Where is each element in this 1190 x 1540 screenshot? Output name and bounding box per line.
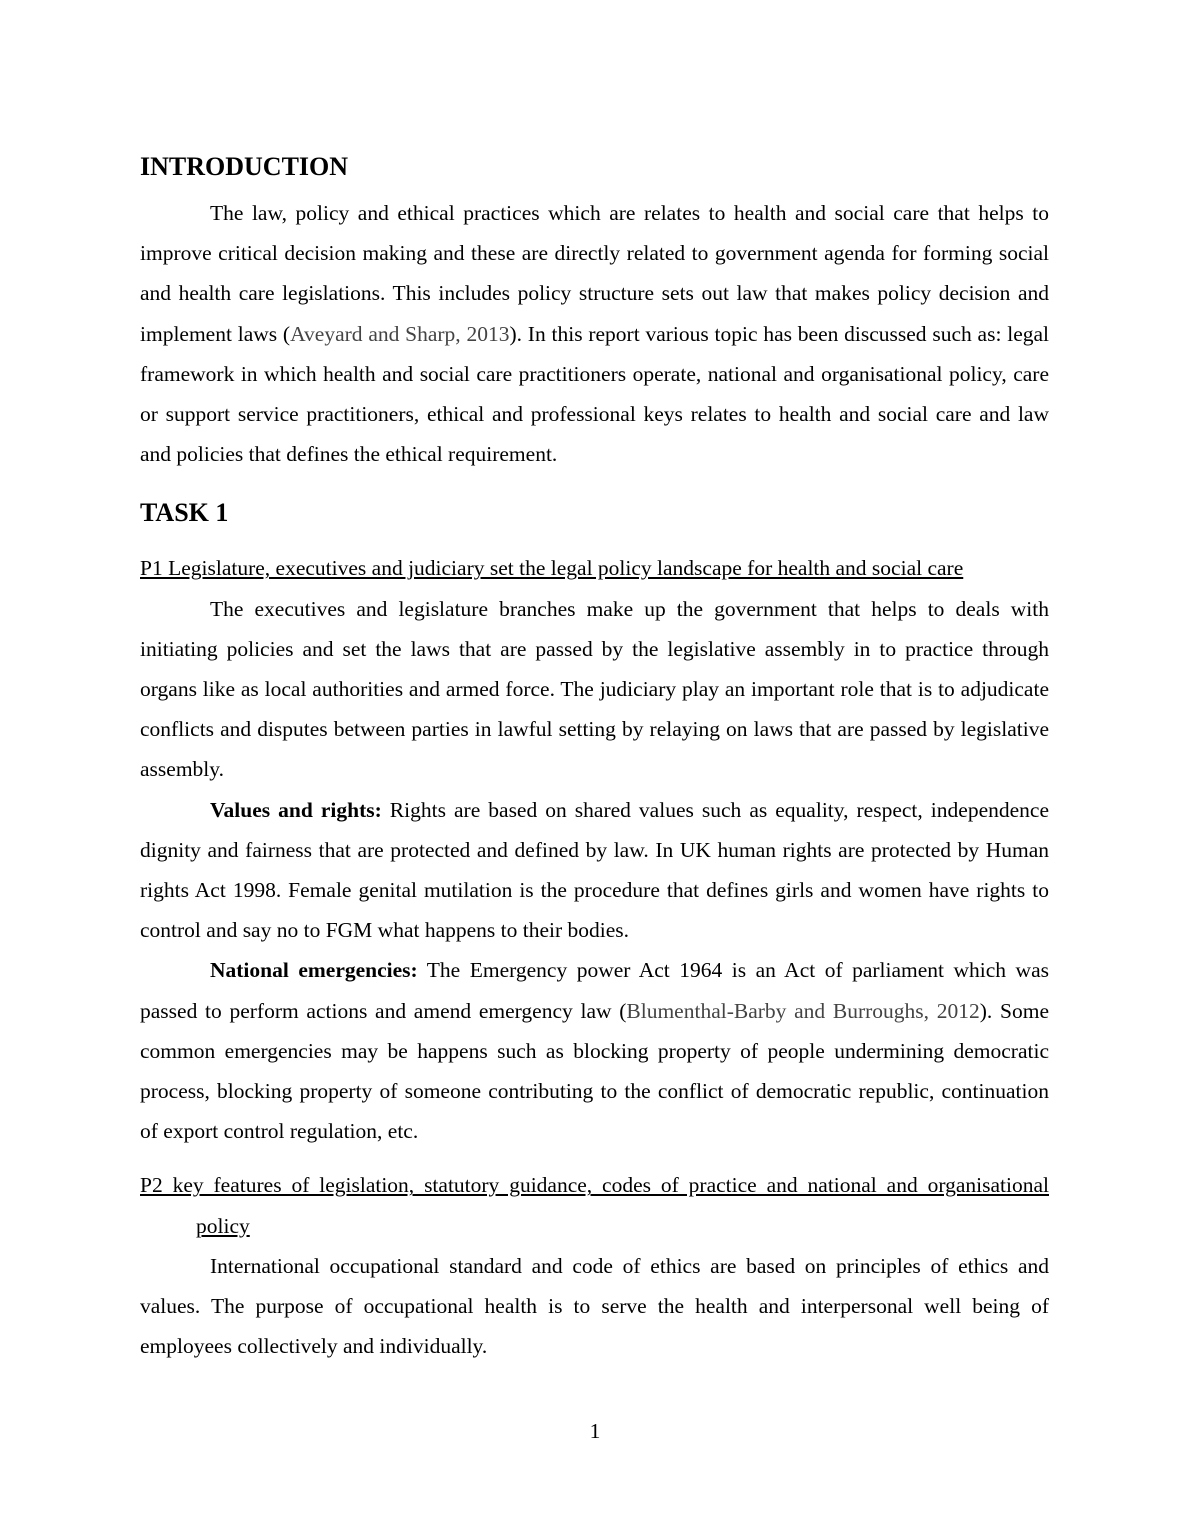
- p1-paragraph: The executives and legislature branches make up the government that helps to deals with initiating policies and set the laws that are passed by the legislative assembly in to practice through organs like as local authorities and armed force. The judiciary play an important role that is to adjudicate conflicts and disputes between parties in lawful setting by relaying on laws that are passed by legislative assembly.: [140, 596, 1049, 782]
- emergencies-text-b: ). Some common emergencies may be happens such as blocking property of people undermining democratic process, blocking property of someone contributing to the conflict of democratic republic, continuation of export control regulation, etc.: [140, 998, 1049, 1144]
- introduction-heading: INTRODUCTION: [140, 152, 349, 181]
- introduction-paragraph: [140, 193, 1049, 474]
- p2-paragraph: International occupational standard and code of ethics are based on principles of ethics and values. The purpose of occupational health is to serve the health and interpersonal well being of employees collectively and individually.: [140, 1253, 1049, 1359]
- values-rights-text: Rights are based on shared values such as equality, respect, independence dignity and fairness that are protected and defined by law. In UK human rights are protected by Human rights Act 1998. Female genital mutilation is the procedure that defines girls and women have rights to control and say no to FGM what happens to their bodies.: [140, 797, 1049, 943]
- intro-citation: Aveyard and Sharp, 2013: [290, 321, 510, 346]
- page-number: 1: [589, 1419, 601, 1443]
- national-emergencies-label: National emergencies:: [210, 958, 418, 983]
- values-rights-label: Values and rights:: [210, 797, 382, 822]
- p1-subheading: P1 Legislature, executives and judiciary set the legal policy landscape for health and social care: [140, 556, 964, 581]
- intro-text-a: The law, policy and ethical practices which are relates to health and social care that helps to improve critical decision making and these are directly related to government agenda for forming social and health care legislations. This includes policy structure sets out law that makes policy decision and implement laws (: [140, 201, 1049, 346]
- values-rights-paragraph: [140, 790, 1049, 951]
- emergencies-text-a: The Emergency power Act 1964 is an Act of parliament which was passed to perform actions and amend emergency law (: [140, 958, 1049, 1023]
- emergencies-citation: Blumenthal-Barby and Burroughs, 2012: [626, 998, 980, 1023]
- national-emergencies-paragraph: [140, 950, 1049, 1151]
- task1-heading: TASK 1: [140, 498, 229, 528]
- p2-subheading: P2 key features of legislation, statutory guidance, codes of practice and national and organisational policy: [140, 1173, 1049, 1238]
- page-content: [140, 150, 1049, 1366]
- intro-text-b: ). In this report various topic has been discussed such as: legal framework in which health and social care practitioners operate, national and organisational policy, care or support service practitioners, ethical and professional keys relates to health and social care and law and policies that defines the ethical requirement.: [140, 321, 1049, 467]
